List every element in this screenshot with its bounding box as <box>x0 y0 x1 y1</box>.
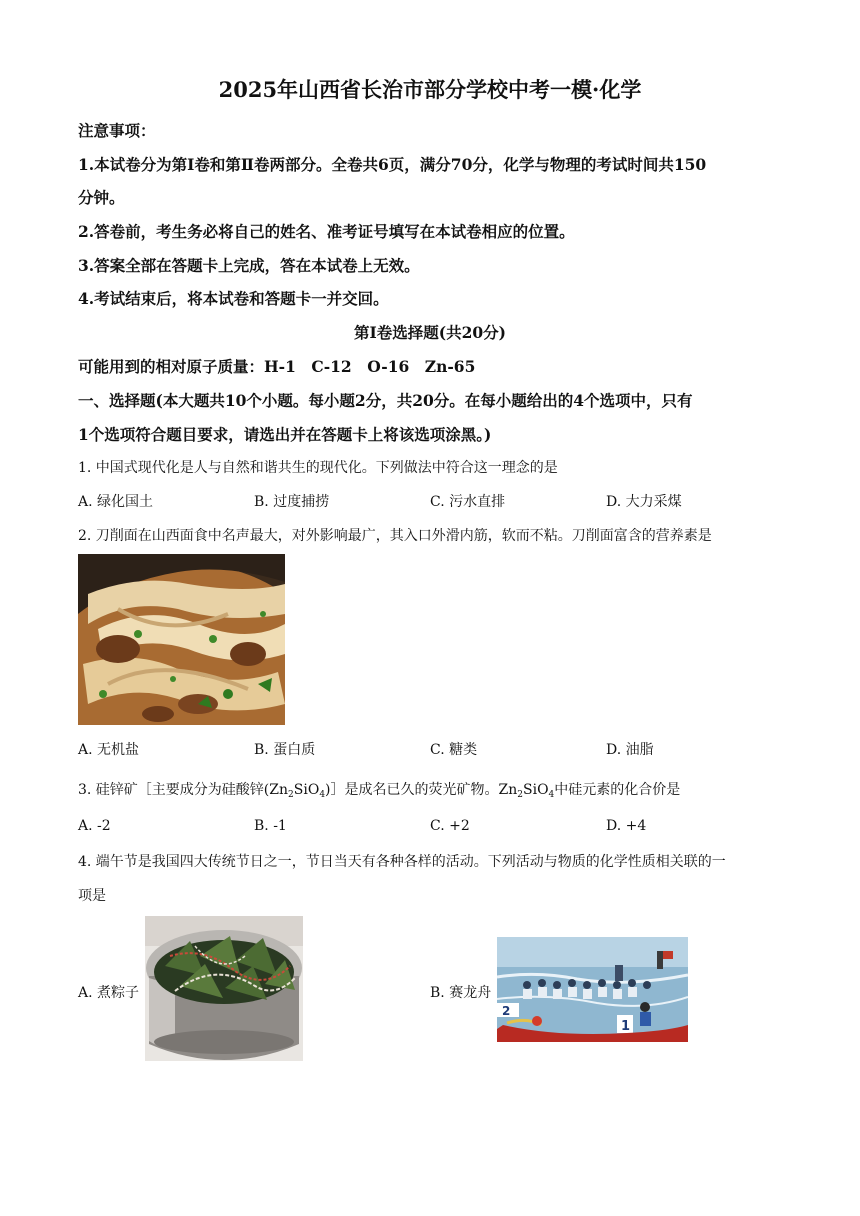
q4-option-b: B. 赛龙舟 <box>430 985 492 1001</box>
q4-stem-line-1: 4. 端午节是我国四大传统节日之一，节日当天有各种各样的活动。下列活动与物质的化学性质相关联的一 <box>78 854 726 870</box>
q3-option-d: D. +4 <box>606 818 647 834</box>
q4-option-a: A. 煮粽子 <box>78 985 140 1001</box>
q1-option-c: C. 污水直排 <box>430 494 506 510</box>
notice-heading: 注意事项： <box>78 121 156 140</box>
zinc-silicate-formula-inline: $Zn_2SiO_4$ <box>269 782 326 800</box>
section-title: 第Ⅰ卷选择题(共20分) <box>354 323 506 342</box>
notice-1: 1.本试卷分为第Ⅰ卷和第Ⅱ卷两部分。全卷共6页，满分70分，化学与物理的考试时间共150 <box>78 155 707 174</box>
q2-option-d: D. 油脂 <box>606 742 654 758</box>
q2-option-a: A. 无机盐 <box>78 742 140 758</box>
part-heading-line-2: 1个选项符合题目要求，请选出并在答题卡上将该选项涂黑。) <box>78 425 492 444</box>
q2-stem: 2. 刀削面在山西面食中名声最大，对外影响最广，其入口外滑内筋，软而不粘。刀削面富含的营养素是 <box>78 528 712 544</box>
dragon-boat-race-image <box>497 937 688 1042</box>
atomic-masses: 可能用到的相对原子质量：H-1 C-12 O-16 Zn-65 <box>78 357 476 376</box>
boat-number-2: 2 <box>502 1004 511 1018</box>
q1-option-b: B. 过度捕捞 <box>254 494 330 510</box>
q3-stem-part-b: )］是成名已久的荧光矿物。 <box>325 782 499 798</box>
notice-1-cont: 分钟。 <box>78 188 125 207</box>
boat-number-1: 1 <box>621 1019 631 1034</box>
knife-cut-noodles-image <box>78 554 285 725</box>
q1-option-a: A. 绿化国土 <box>78 494 154 510</box>
q3-stem <box>78 779 680 800</box>
q3-option-c: C. +2 <box>430 818 470 834</box>
notice-4: 4.考试结束后，将本试卷和答题卡一并交回。 <box>78 289 389 308</box>
q3-stem-part-c: 中硅元素的化合价是 <box>554 782 681 798</box>
q4-stem-line-2: 项是 <box>78 888 106 904</box>
q3-option-b: B. -1 <box>254 818 287 834</box>
notice-3: 3.答案全部在答题卡上完成，答在本试卷上无效。 <box>78 256 420 275</box>
q1-option-d: D. 大力采煤 <box>606 494 682 510</box>
q3-stem-part-a: 3. 硅锌矿［主要成分为硅酸锌( <box>78 782 270 798</box>
page-title: 2025年山西省长治市部分学校中考一模·化学 <box>218 77 642 102</box>
notice-2: 2.答卷前，考生务必将自己的姓名、准考证号填写在本试卷相应的位置。 <box>78 222 575 241</box>
q2-option-c: C. 糖类 <box>430 742 478 758</box>
q1-stem: 1. 中国式现代化是人与自然和谐共生的现代化。下列做法中符合这一理念的是 <box>78 460 558 476</box>
zinc-silicate-formula: $Zn_2SiO_4$ <box>498 782 555 800</box>
q3-option-a: A. -2 <box>78 818 111 834</box>
q2-option-b: B. 蛋白质 <box>254 742 316 758</box>
part-heading-line-1: 一、选择题(本大题共10个小题。每小题2分，共20分。在每小题给出的4个选项中，只有 <box>78 391 693 410</box>
boiling-zongzi-image <box>145 916 303 1061</box>
